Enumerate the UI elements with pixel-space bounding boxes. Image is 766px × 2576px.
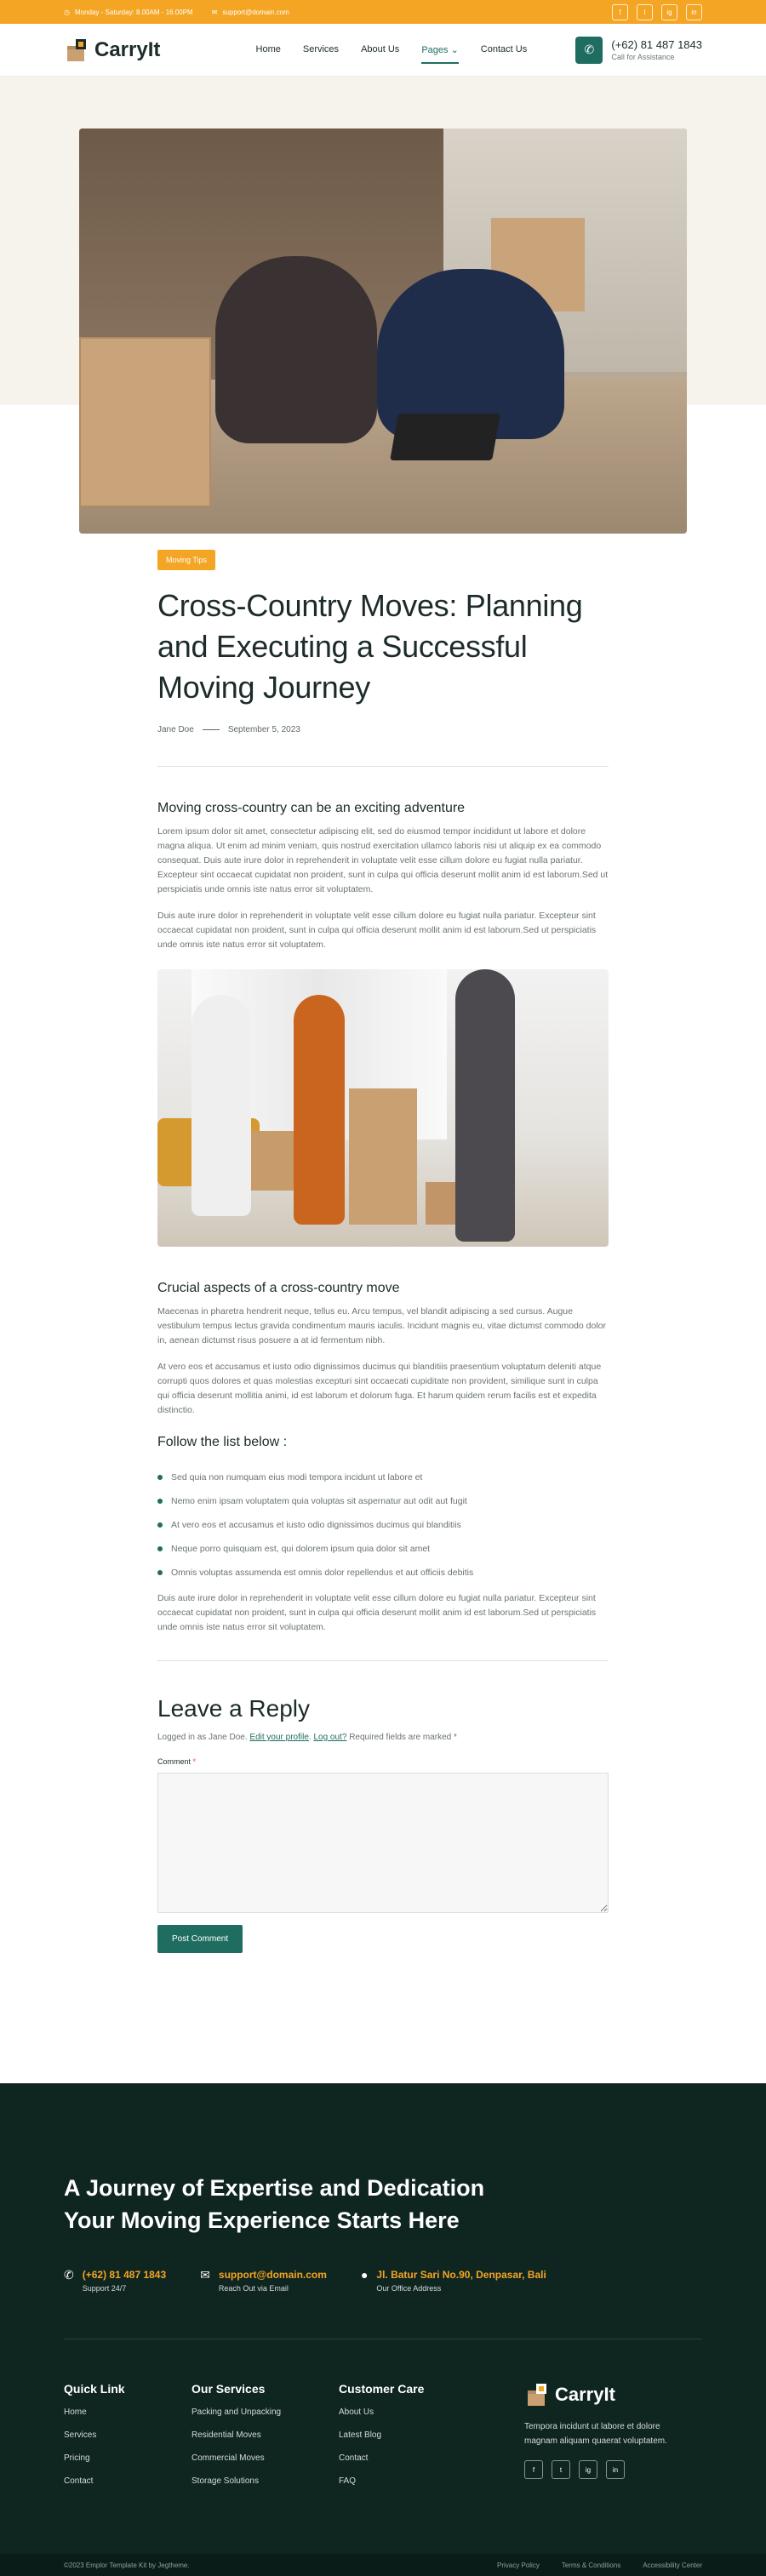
post-date: September 5, 2023 xyxy=(227,725,300,734)
footer-link[interactable]: Home xyxy=(64,2408,87,2417)
copyright: ©2023 Emplor Template Kit by Jegtheme. xyxy=(64,2561,190,2569)
paragraph: Maecenas in pharetra hendrerit neque, tellus eu. Arcu tempus, vel blandit adipiscing a sed cursus. Augue vestibulum tempus lectus gravida condimentum mauris iaculis. Incidunt magnis eu, vitae dictumst commodo dolor in, aenean dictumst risus posuere a at id fermentum nibh. xyxy=(157,1306,606,1345)
footer-contacts xyxy=(64,2269,702,2293)
footer-link[interactable]: Pricing xyxy=(64,2453,90,2463)
mail-icon: ✉ xyxy=(211,8,218,16)
list-item: At vero eos et accusamus et iusto odio dignissimos ducimus qui blanditiis xyxy=(157,1513,609,1537)
facebook-icon[interactable]: f xyxy=(524,2460,543,2479)
comment-label-text: Comment xyxy=(157,1757,192,1766)
top-social-links xyxy=(612,4,702,20)
nav-pages-label: Pages xyxy=(421,45,449,55)
footer-social-links xyxy=(524,2460,695,2479)
bullet-list xyxy=(157,1465,609,1585)
contact-sub: Reach Out via Email xyxy=(218,2284,289,2293)
linkedin-icon[interactable]: in xyxy=(606,2460,625,2479)
facebook-icon[interactable]: f xyxy=(612,4,628,20)
nav-home[interactable]: Home xyxy=(255,44,281,54)
post-comment-button[interactable]: Post Comment xyxy=(157,1925,243,1953)
quick-link-column xyxy=(64,2382,192,2499)
footer-link[interactable]: Packing and Unpacking xyxy=(192,2408,282,2417)
edit-profile-link[interactable]: Edit your profile xyxy=(249,1733,309,1742)
footer-bottom-bar xyxy=(0,2554,766,2576)
post-author[interactable]: Jane Doe xyxy=(157,725,194,734)
mail-icon: ✉ xyxy=(200,2268,210,2282)
list-title: Follow the list below : xyxy=(157,1435,288,1449)
contact-main[interactable]: support@domain.com xyxy=(218,2269,327,2281)
footer-link[interactable]: Storage Solutions xyxy=(192,2476,259,2486)
nav-contact[interactable]: Contact Us xyxy=(480,44,528,54)
footer-contact-email[interactable] xyxy=(200,2269,327,2293)
main-header xyxy=(0,24,766,77)
logged-in-note: Logged in as Jane Doe. Edit your profile. Log out? Required fields are marked * xyxy=(157,1733,457,1742)
paragraph: Duis aute irure dolor in reprehenderit in voluptate velit esse cillum dolore eu fugiat nulla pariatur. Excepteur sint occaecat cupidatat non proident, sunt in culpa qui officia deserunt mollit anim id est laborum.Sed ut perspiciatis unde omnis iste natus error sit voluptatem. xyxy=(157,911,597,950)
divider xyxy=(157,766,609,767)
paragraph: Duis aute irure dolor in reprehenderit in voluptate velit esse cillum dolore eu fugiat nulla pariatur. Excepteur sint occaecat cupidatat non proident, sunt in culpa qui officia deserunt mollit anim id est laborum.Sed ut perspiciatis unde omnis iste natus error sit voluptatem. xyxy=(157,1593,597,1632)
footer-link[interactable]: Commercial Moves xyxy=(192,2453,265,2463)
column-title: Customer Care xyxy=(339,2382,425,2396)
article xyxy=(157,405,609,1953)
logo-box-icon xyxy=(64,37,89,63)
phone-icon: ✆ xyxy=(64,2268,74,2282)
contact-main[interactable]: (+62) 81 487 1843 xyxy=(82,2269,167,2281)
hero-section xyxy=(0,77,766,405)
twitter-icon[interactable]: t xyxy=(637,4,653,20)
section-2-title: Crucial aspects of a cross-country move xyxy=(157,1281,400,1295)
contact-sub: Our Office Address xyxy=(376,2284,442,2293)
accessibility-link[interactable]: Accessibility Center xyxy=(643,2561,702,2569)
footer-link[interactable]: Latest Blog xyxy=(339,2430,382,2440)
list-item: Nemo enim ipsam voluptatem quia voluptas sit aspernatur aut odit aut fugit xyxy=(157,1489,609,1513)
hero-image xyxy=(79,129,687,534)
post-meta xyxy=(157,725,609,734)
list-item: Omnis voluptas assumenda est omnis dolor repellendus et aut officiis debitis xyxy=(157,1561,609,1585)
list-item: Neque porro quisquam est, qui dolorem ipsum quia dolor sit amet xyxy=(157,1537,609,1561)
list-item: Sed quia non numquam eius modi tempora incidunt ut labore et xyxy=(157,1465,609,1489)
divider xyxy=(157,1660,609,1661)
location-icon: ● xyxy=(360,2268,369,2282)
privacy-policy-link[interactable]: Privacy Policy xyxy=(497,2561,540,2569)
required-mark: * xyxy=(192,1757,197,1766)
logo-box-icon xyxy=(524,2382,550,2408)
reply-title: Leave a Reply xyxy=(157,1695,311,1722)
footer-link[interactable]: About Us xyxy=(339,2408,374,2417)
category-badge[interactable]: Moving Tips xyxy=(157,550,215,570)
email-info[interactable] xyxy=(212,9,289,16)
main-nav xyxy=(256,37,528,62)
hours-info xyxy=(64,9,193,16)
contact-sub: Support 24/7 xyxy=(82,2284,127,2293)
email-text[interactable]: support@domain.com xyxy=(222,8,289,16)
linkedin-icon[interactable]: in xyxy=(686,4,702,20)
nav-pages[interactable] xyxy=(421,37,458,62)
customer-care-column xyxy=(339,2382,524,2499)
instagram-icon[interactable]: ig xyxy=(579,2460,597,2479)
terms-link[interactable]: Terms & Conditions xyxy=(561,2561,621,2569)
footer-link[interactable]: Contact xyxy=(339,2453,369,2463)
site-logo[interactable] xyxy=(64,37,160,63)
footer-link[interactable]: FAQ xyxy=(339,2476,357,2486)
paragraph: Lorem ipsum dolor sit amet, consectetur adipiscing elit, sed do eiusmod tempor incididunt ut labore et dolore magna aliqua. Ut enim ad minim veniam, quis nostrud exercitation ullamco laboris nisi ut aliquip ex ea commodo consequat. Duis aute irure dolor in reprehenderit in voluptate velit esse cillum dolore eu fugiat nulla pariatur. Excepteur sint occaecat cupidatat non proident, sunt in culpa qui officia deserunt mollit anim id est laborum.Sed ut perspiciatis unde omnis iste natus error sit voluptatem. xyxy=(157,826,609,894)
header-phone[interactable]: (+62) 81 487 1843 xyxy=(611,38,702,51)
phone-button[interactable] xyxy=(575,37,603,64)
header-phone-sub: Call for Assistance xyxy=(611,53,675,61)
footer-brand-column xyxy=(524,2382,695,2499)
logged-in-text: Logged in as Jane Doe. xyxy=(157,1733,248,1742)
footer-logo-text: CarryIt xyxy=(555,2384,615,2405)
top-bar xyxy=(0,0,766,24)
section-1-title: Moving cross-country can be an exciting adventure xyxy=(157,801,466,815)
header-call xyxy=(575,37,702,64)
meta-divider xyxy=(203,729,220,730)
footer-link[interactable]: Contact xyxy=(64,2476,94,2486)
footer-link[interactable]: Residential Moves xyxy=(192,2430,261,2440)
footer-contact-phone[interactable] xyxy=(64,2269,166,2293)
column-title: Our Services xyxy=(192,2382,266,2396)
logo-text: CarryIt xyxy=(94,37,161,61)
contact-main[interactable]: Jl. Batur Sari No.90, Denpasar, Bali xyxy=(376,2269,546,2281)
phone-icon: ✆ xyxy=(584,43,595,56)
footer-logo[interactable] xyxy=(524,2382,695,2408)
comment-label xyxy=(157,1757,609,1766)
column-title: Quick Link xyxy=(64,2382,125,2396)
instagram-icon[interactable]: ig xyxy=(661,4,677,20)
footer-headline: A Journey of Expertise and Dedication Your Moving Experience Starts Here xyxy=(64,2175,485,2233)
twitter-icon[interactable]: t xyxy=(552,2460,570,2479)
chevron-down-icon: ⌄ xyxy=(450,45,459,55)
post-title: Cross-Country Moves: Planning and Executing a Successful Moving Journey xyxy=(157,588,583,705)
nav-about[interactable]: About Us xyxy=(361,44,400,54)
paragraph: At vero eos et accusamus et iusto odio dignissimos ducimus qui blanditiis praesentium voluptatum deleniti atque corrupti quos dolores et quas molestias excepturi sint occaecati cupiditate non provident, similique sunt in culpa qui officia deserunt mollitia animi, id est laborum et dolorum fuga. Et harum quidem rerum facilis est et expedita distinctio. xyxy=(157,1362,602,1415)
footer xyxy=(0,2083,766,2576)
log-out-link[interactable]: Log out? xyxy=(313,1733,347,1742)
required-note: Required fields are marked * xyxy=(349,1733,457,1742)
footer-columns xyxy=(64,2382,702,2499)
nav-services[interactable]: Services xyxy=(302,44,340,54)
footer-contact-address[interactable] xyxy=(361,2269,546,2293)
footer-link[interactable]: Services xyxy=(64,2430,97,2440)
hours-text: Monday - Saturday: 8.00AM - 16.00PM xyxy=(74,8,193,16)
footer-description: Tempora incidunt ut labore et dolore magnam aliquam quaerat voluptatem. xyxy=(524,2422,667,2446)
services-column xyxy=(192,2382,339,2499)
comment-textarea[interactable] xyxy=(157,1773,609,1913)
article-image xyxy=(157,969,609,1247)
clock-icon: ◷ xyxy=(64,8,70,16)
